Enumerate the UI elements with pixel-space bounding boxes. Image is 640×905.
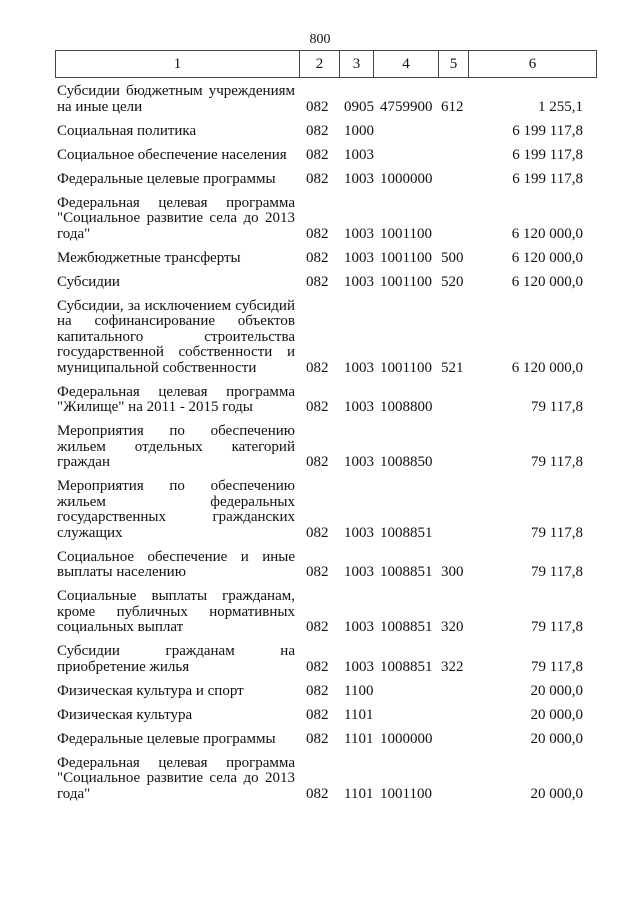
table-row — [57, 708, 597, 724]
amount: 79 117,8 — [531, 454, 583, 470]
target-article-code: 1000000 — [380, 730, 433, 747]
amount: 6 199 117,8 — [512, 122, 583, 139]
section-code: 1003 — [344, 146, 374, 163]
row-codes — [57, 787, 597, 803]
description-line: социальных выплат — [57, 619, 184, 635]
table-row — [57, 732, 597, 748]
ministry-code: 082 — [306, 359, 329, 376]
section-code: 1003 — [344, 658, 374, 675]
amount: 20 000,0 — [530, 682, 583, 699]
description-line: капитального строительства — [57, 328, 295, 345]
amount: 79 117,8 — [531, 658, 583, 675]
description-line: года" — [57, 225, 91, 242]
description-line: граждан — [57, 454, 110, 470]
ministry-code: 082 — [306, 785, 329, 802]
section-code: 1003 — [344, 564, 374, 580]
row-codes — [57, 565, 597, 581]
header-col-6: 6 — [468, 51, 596, 77]
ministry-code: 082 — [306, 225, 329, 242]
row-codes — [57, 526, 597, 542]
description-line: служащих — [57, 524, 123, 541]
row-codes — [57, 620, 597, 636]
table-row — [57, 196, 597, 243]
section-code: 1003 — [344, 170, 374, 187]
description-line: муниципальной собственности — [57, 359, 257, 376]
table-row — [57, 589, 597, 636]
description-line: Субсидии бюджетным учреждениям — [57, 83, 295, 99]
row-codes — [57, 732, 597, 748]
row-codes — [57, 251, 597, 267]
ministry-code: 082 — [306, 564, 329, 580]
description-line: выплаты населению — [57, 564, 186, 580]
amount: 20 000,0 — [530, 730, 583, 747]
ministry-code: 082 — [306, 122, 329, 139]
description-line: Физическая культура и спорт — [57, 682, 244, 699]
ministry-code: 082 — [306, 706, 329, 723]
table-row — [57, 84, 597, 115]
section-code: 1101 — [344, 706, 374, 723]
expense-type-code: 322 — [441, 658, 464, 675]
table-row — [57, 172, 597, 188]
expense-type-code: 612 — [441, 98, 464, 115]
row-codes — [57, 148, 597, 164]
target-article-code: 1008850 — [380, 454, 433, 470]
header-col-3: 3 — [339, 51, 373, 77]
target-article-code: 1001100 — [380, 785, 432, 802]
amount: 6 120 000,0 — [511, 359, 583, 376]
amount: 1 255,1 — [538, 98, 583, 115]
amount: 20 000,0 — [530, 706, 583, 723]
description-line: Мероприятия по обеспечению — [57, 423, 295, 439]
section-code: 1003 — [344, 273, 374, 290]
description-line: Субсидии — [57, 273, 120, 290]
description-line: Мероприятия по обеспечению — [57, 478, 295, 494]
description-line: Федеральные целевые программы — [57, 170, 276, 187]
section-code: 1000 — [344, 122, 374, 139]
description-line: Субсидии, за исключением субсидий — [57, 297, 295, 314]
ministry-code: 082 — [306, 682, 329, 699]
description-line: "Жилище" на 2011 - 2015 годы — [57, 399, 253, 415]
description-line: Физическая культура — [57, 706, 193, 723]
table-row — [57, 644, 597, 675]
table-row — [57, 148, 597, 164]
ministry-code: 082 — [306, 730, 329, 747]
target-article-code: 4759900 — [380, 98, 433, 115]
description-line: Межбюджетные трансферты — [57, 249, 241, 266]
ministry-code: 082 — [306, 249, 329, 266]
section-code: 1003 — [344, 399, 374, 415]
amount: 79 117,8 — [531, 619, 583, 635]
section-code: 1003 — [344, 225, 374, 242]
amount: 6 120 000,0 — [511, 273, 583, 290]
ministry-code: 082 — [306, 146, 329, 163]
description-line: на иные цели — [57, 98, 143, 115]
row-codes — [57, 275, 597, 291]
expense-type-code: 500 — [441, 249, 464, 266]
expense-type-code: 320 — [441, 619, 464, 635]
description-line: кроме публичных нормативных — [57, 603, 295, 620]
section-code: 1003 — [344, 454, 374, 470]
table-row — [57, 275, 597, 291]
description-line: жильем федеральных — [57, 493, 295, 510]
amount: 79 117,8 — [531, 399, 583, 415]
amount: 6 199 117,8 — [512, 146, 583, 163]
row-codes — [57, 100, 597, 116]
target-article-code: 1008851 — [380, 524, 433, 541]
target-article-code: 1001100 — [380, 225, 432, 242]
row-codes — [57, 660, 597, 676]
ministry-code: 082 — [306, 170, 329, 187]
ministry-code: 082 — [306, 619, 329, 635]
table-header — [55, 50, 597, 78]
description-line: года" — [57, 785, 91, 802]
row-codes — [57, 684, 597, 700]
amount: 79 117,8 — [531, 564, 583, 580]
row-codes — [57, 124, 597, 140]
description-line: жильем отдельных категорий — [57, 438, 295, 455]
description-line: "Социальное развитие села до 2013 — [57, 770, 295, 786]
description-line: Федеральная целевая программа — [57, 754, 295, 771]
expense-type-code: 521 — [441, 359, 464, 376]
description-line: на софинансирование объектов — [57, 313, 295, 329]
section-code: 1003 — [344, 249, 374, 266]
section-code: 1100 — [344, 682, 374, 699]
description-line: Социальное обеспечение и иные — [57, 548, 295, 565]
section-code: 1101 — [344, 730, 374, 747]
row-codes — [57, 227, 597, 243]
amount: 6 120 000,0 — [511, 225, 583, 242]
row-codes — [57, 172, 597, 188]
description-line: Социальные выплаты гражданам, — [57, 588, 295, 604]
target-article-code: 1001100 — [380, 249, 432, 266]
section-code: 1101 — [344, 785, 374, 802]
description-line: Федеральная целевая программа — [57, 194, 295, 211]
table-row — [57, 124, 597, 140]
row-codes — [57, 400, 597, 416]
description-line: Субсидии гражданам на — [57, 643, 295, 659]
row-codes — [57, 361, 597, 377]
section-code: 1003 — [344, 619, 374, 635]
header-col-2: 2 — [299, 51, 339, 77]
target-article-code: 1000000 — [380, 170, 433, 187]
table-row — [57, 684, 597, 700]
section-code: 1003 — [344, 524, 374, 541]
description-line: приобретение жилья — [57, 658, 190, 675]
target-article-code: 1008851 — [380, 564, 433, 580]
header-col-1: 1 — [173, 56, 182, 72]
table-row — [57, 251, 597, 267]
description-line: государственных гражданских — [57, 509, 295, 525]
table-row — [57, 479, 597, 541]
description-line: "Социальное развитие села до 2013 — [57, 210, 295, 226]
table-body — [57, 84, 597, 811]
description-line: Социальное обеспечение населения — [57, 146, 287, 163]
description-line: Социальная политика — [57, 122, 197, 139]
amount: 6 120 000,0 — [511, 249, 583, 266]
ministry-code: 082 — [306, 454, 329, 470]
ministry-code: 082 — [306, 658, 329, 675]
section-code: 1003 — [344, 359, 374, 376]
amount: 6 199 117,8 — [512, 170, 583, 187]
target-article-code: 1008800 — [380, 399, 433, 415]
page-number: 800 — [309, 32, 331, 47]
row-codes — [57, 708, 597, 724]
row-codes — [57, 455, 597, 471]
section-code: 0905 — [344, 98, 374, 115]
target-article-code: 1001100 — [380, 359, 432, 376]
target-article-code: 1001100 — [380, 273, 432, 290]
ministry-code: 082 — [306, 399, 329, 415]
amount: 20 000,0 — [530, 785, 583, 802]
amount: 79 117,8 — [531, 524, 583, 541]
table-row — [57, 424, 597, 471]
table-row — [57, 550, 597, 581]
table-row — [57, 756, 597, 803]
ministry-code: 082 — [306, 273, 329, 290]
target-article-code: 1008851 — [380, 619, 433, 635]
header-col-5: 5 — [438, 51, 468, 77]
table-row — [57, 385, 597, 416]
description-line: Федеральные целевые программы — [57, 730, 276, 747]
expense-type-code: 300 — [441, 564, 464, 580]
header-col-4: 4 — [373, 51, 438, 77]
ministry-code: 082 — [306, 524, 329, 541]
description-line: государственной собственности и — [57, 344, 295, 360]
table-row — [57, 299, 597, 377]
ministry-code: 082 — [306, 98, 329, 115]
target-article-code: 1008851 — [380, 658, 433, 675]
expense-type-code: 520 — [441, 273, 464, 290]
description-line: Федеральная целевая программа — [57, 383, 295, 400]
